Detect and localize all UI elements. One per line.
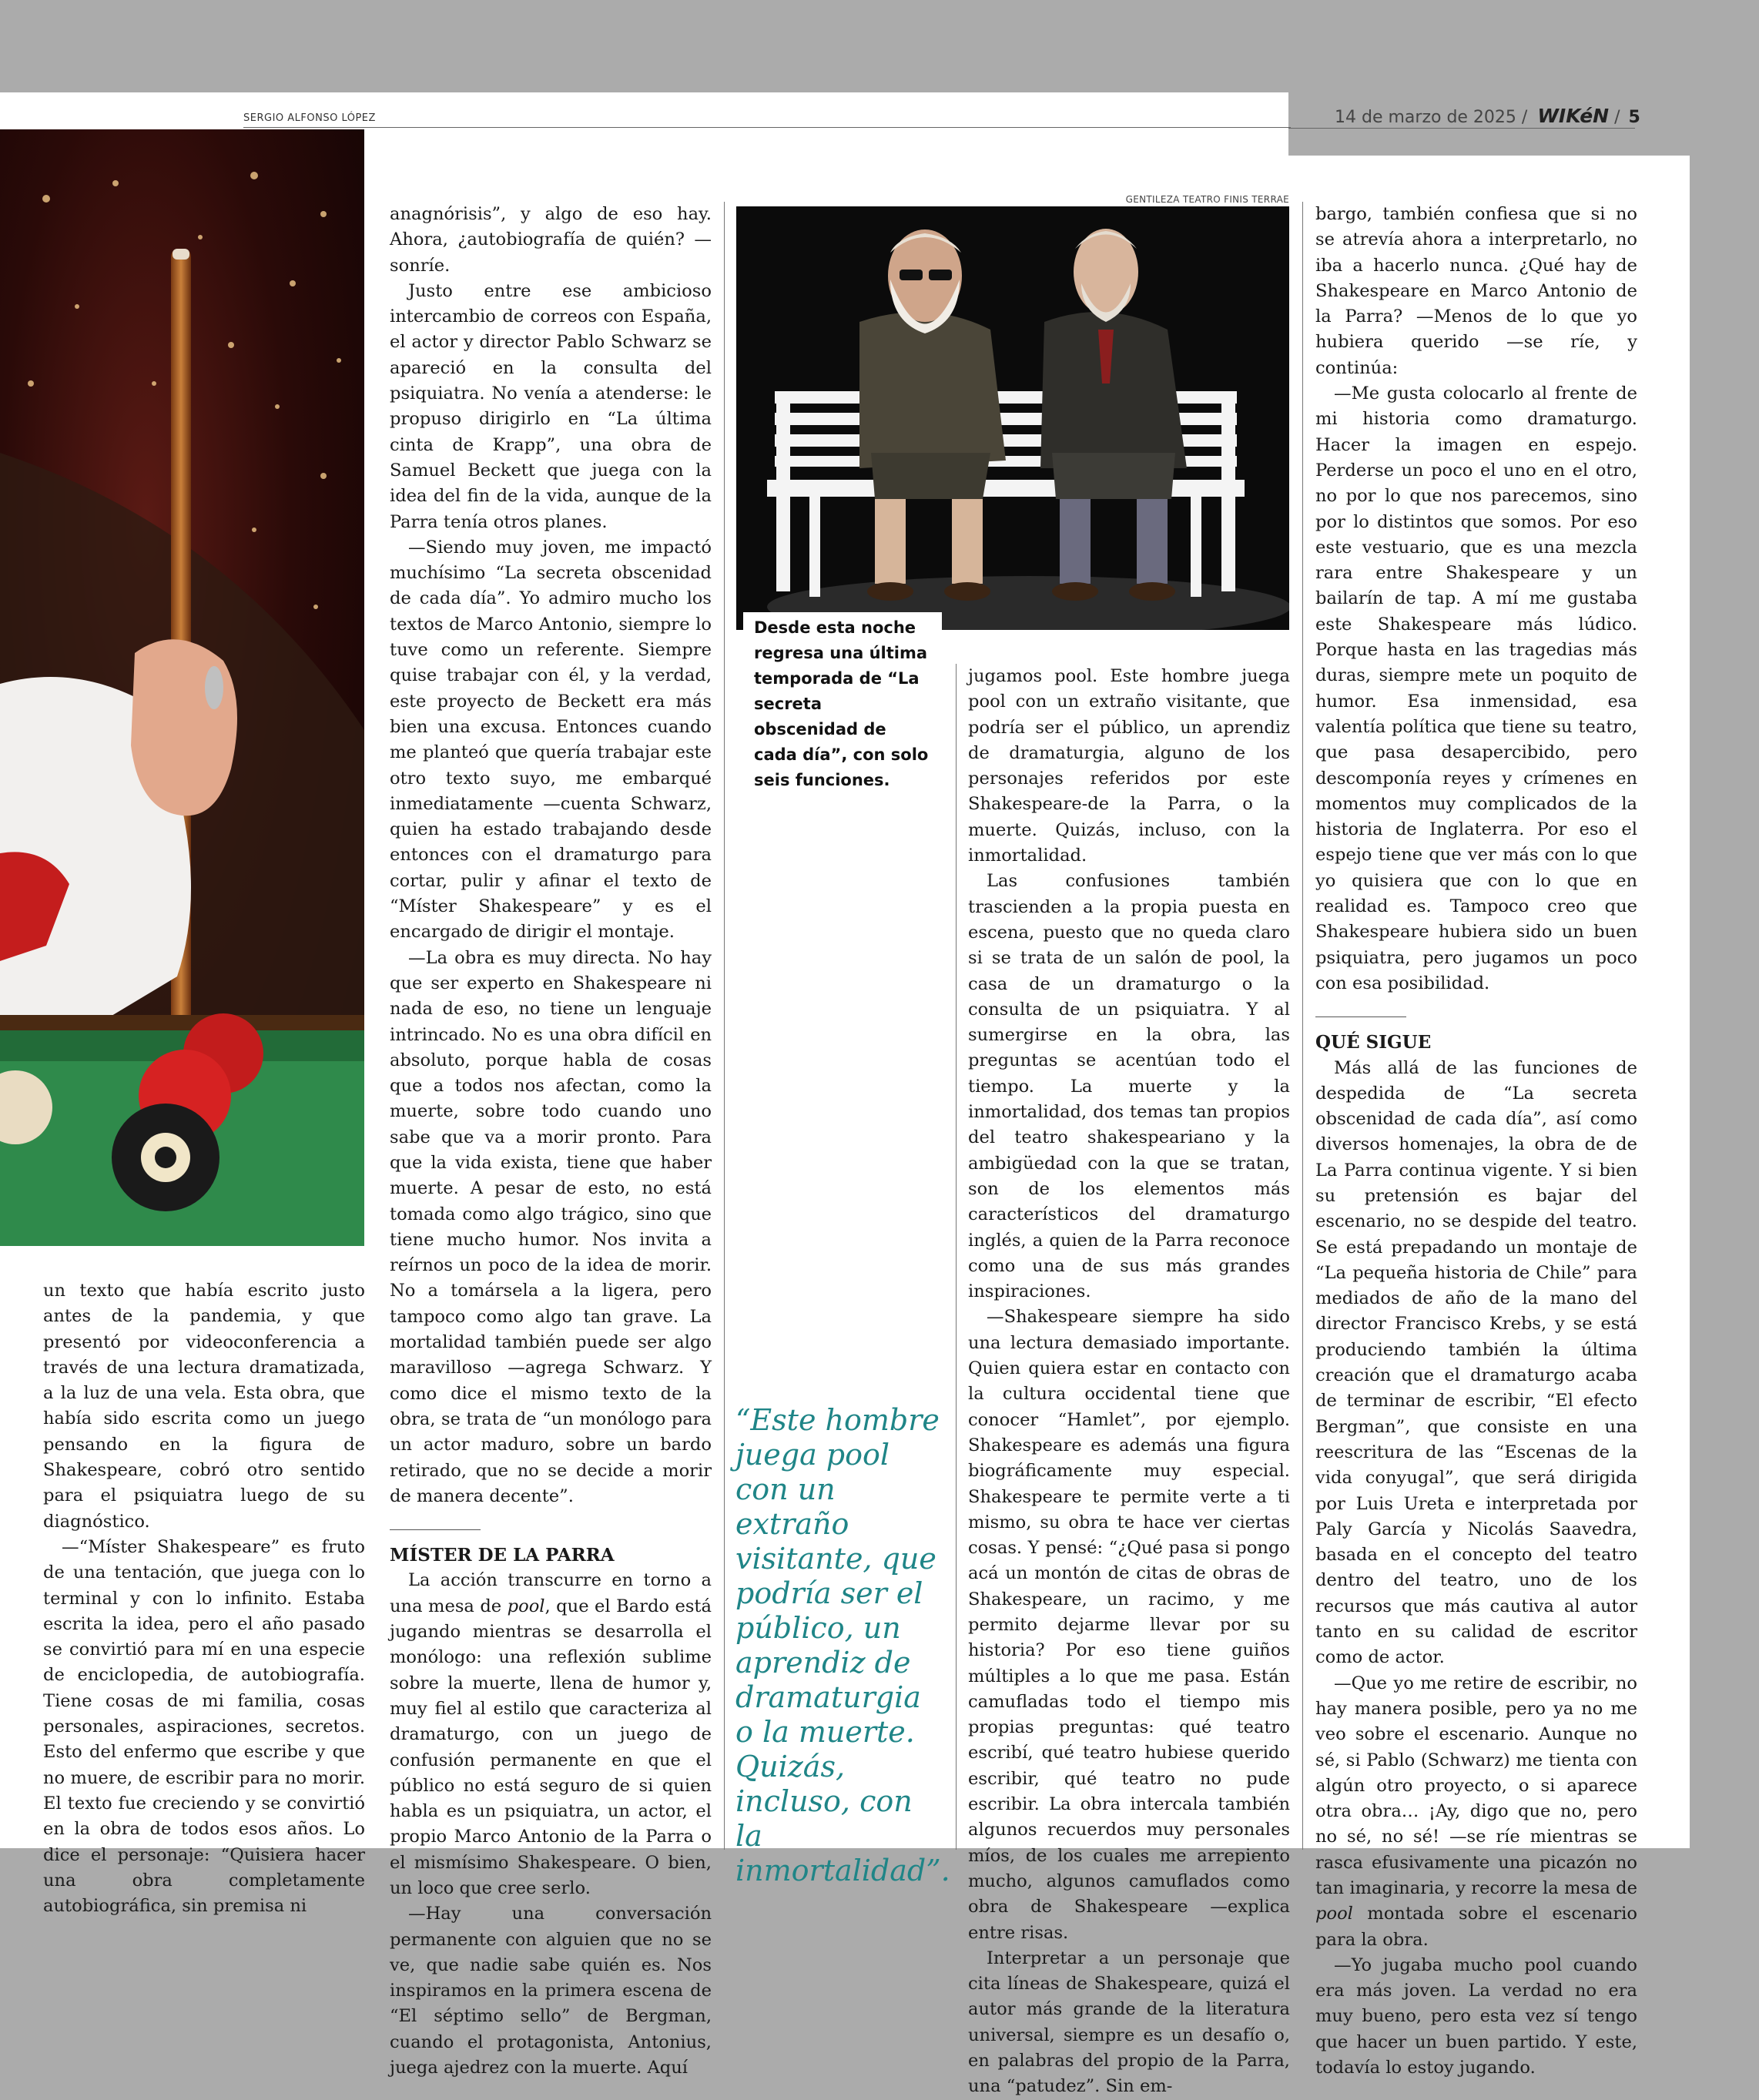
column-rule (1302, 202, 1303, 1850)
section-rule (390, 1529, 481, 1530)
paragraph: —Yo jugaba mucho pool cuando era más joven. La verdad no era muy bueno, pero esta vez sí tengo que hacer un buen partido. Y este, todavía lo estoy jugando. (1315, 1954, 1637, 2078)
article-column-1 (43, 1278, 365, 1919)
brand-logo: WIKéN (1537, 105, 1610, 127)
paragraph: Interpretar a un personaje que cita líneas de Shakespeare, quizá el autor más grande de la literatura universal, siempre es un desafío o, en palabras del propio de la Parra, una “patudez”. Sin em- (968, 1948, 1290, 2097)
page-separator: / (1614, 108, 1620, 127)
text-run: —Que yo me retire de escribir, no hay manera posible, pero ya no me veo sobre el escenario. Aunque no sé, si Pablo (Schwarz) me tienta con algún otro proyecto, o si aparece otra obra… ¡Ay, digo que no, pero no sé, no sé! —se ríe mientras se rasca efusivamente una picazón no tan imaginaria, y recorre la mesa de (1315, 1673, 1637, 1898)
paragraph: —Me gusta colocarlo al frente de mi historia como dramaturgo. Hacer la imagen en espejo. Perderse un poco el uno en el otro, no por lo que nos parecemos, sino por lo distintos que somos. Por eso este vestuario, que es una mezcla rara entre Shakespeare y un bailarín de tap. A mí me gustaba este Shakespeare más lúdico. Porque hasta en las tragedias más duras, siempre mete un poquito de humor. Esa inmensidad, esa valentía política que tiene su teatro, que pasa desapercibido, pero descomponía reyes y crímenes en momentos muy complicados de la historia de Inglaterra. Por eso el espejo tiene que ver más con lo que yo quisiera que con lo que en realidad es. Tampoco creo que Shakespeare hubiera sido un buen psiquiatra, pero jugamos un poco con esa posibilidad. (1315, 383, 1637, 993)
article-column-2 (390, 202, 712, 2081)
pull-quote: “Este hombre juega pool con un extraño visitante, que podría ser el público, un aprendiz de dramaturgia o la muerte. Quizás, incluso, con la inmortalidad”. (735, 1403, 950, 1887)
paragraph: —Siendo muy joven, me impactó muchísimo “La secreta obscenidad de cada día”. Yo admiro mucho los textos de Marco Antonio, siempre lo tuve como un referente. Siempre quise trabajar con él, y la verdad, este proyecto de Beckett era más bien una excusa. Entonces cuando me planteó que quería trabajar este otro texto suyo, me embarqué inmediatamente —cuenta Schwarz, quien ha estado trabajando desde entonces con el dramaturgo para cortar, pulir y afinar el texto de “Míster Shakespeare” y es el encargado de dirigir el montaje. (390, 537, 712, 943)
stage-photo (736, 206, 1289, 630)
section-heading: QUÉ SIGUE (1315, 1032, 1432, 1053)
paragraph: bargo, también confiesa que si no se atrevía ahora a interpretarlo, no iba a hacerlo nunca. ¿Qué hay de Shakespeare en Marco Antonio de la Parra? —Menos de lo que yo hubiera querido —se ríe, y continúa: (1315, 204, 1637, 378)
text-run: , que el Bardo está jugando mientras se desarrolla el monólogo: una reflexión sublime sobre la muerte, llena de humor y, muy fiel al estilo que caracteriza al dramaturgo, con un juego de confusión permanente en que el público no está seguro de si quien habla es un psiquiatra, un actor, el propio Marco Antonio de la Parra o el mismísimo Shakespeare. O bien, un loco que cree serlo. (390, 1596, 712, 1898)
column-rule (724, 202, 725, 1850)
billiard-photo (0, 129, 364, 1246)
column-rule (956, 664, 957, 1850)
paragraph (390, 1568, 712, 1901)
paragraph: Más allá de las funciones de despedida de “La secreta obscenidad de cada día”, así como diversos homenajes, la obra de de La Parra continua vigente. Y si bien su pretensión es bajar del escenario, no se despide del teatro. Se está prepadando un montaje de “La pequeña historia de Chile” para mediados de año de la mano del director Francisco Krebs, y se está produciendo también la última creación que el dramaturgo acaba de terminar de escribir, “El efecto Bergman”, que consiste en una reescritura de las “Escenas de la vida conyugal”, que será dirigida por Luis Ureta e interpretada por Paly García y Nicolás Saavedra, basada en el concepto del teatro dentro del teatro, uno de los recursos que más cautiva al autor tanto en su calidad de escritor como de actor. (1315, 1057, 1637, 1668)
paragraph: —Hay una conversación permanente con alguien que no se ve, que nadie sabe quién es. Nos inspiramos en la primera escena de “El séptimo sello” de Bergman, cuando el protagonista, Antonius, juega ajedrez con la muerte. Aquí (390, 1904, 712, 2078)
photo-caption: Desde esta noche regresa una última temporada de “La secreta obscenidad de cada día”, con solo seis funciones. (743, 612, 942, 801)
text-run: montada sobre el escenario para la obra. (1315, 1904, 1637, 1950)
italic-term: pool (507, 1596, 545, 1616)
article-column-3 (968, 664, 1290, 2100)
paragraph: Las confusiones también trascienden a la propia puesta en escena, puesto que no queda claro si se trata de un salón de pool, la casa de un dramaturgo o la consulta de un psiquiatra. Y al sumergirse en la obra, las preguntas se acentúan todo el tiempo. La muerte y la inmortalidad, dos temas tan propios del teatro shakespeariano y la ambigüedad con la que se tratan, son de los elementos más característicos del dramaturgo inglés, a quien de la Parra reconoce como una de sus más grandes inspiraciones. (968, 871, 1290, 1302)
paragraph: jugamos pool. Este hombre juega pool con un extraño visitante, que podría ser el público, un aprendiz de dramaturgia, alguno de los personajes referidos por este Shakespeare-de la Parra, o la muerte. Quizás, incluso, con la inmortalidad. (968, 666, 1290, 866)
page-number: 5 (1628, 108, 1640, 127)
paragraph: anagnórisis”, y algo de eso hay. Ahora, ¿autobiografía de quién? —sonríe. (390, 204, 712, 276)
header-rule (243, 127, 1291, 128)
paragraph: —Shakespeare siempre ha sido una lectura demasiado importante. Quien quiera estar en contacto con la cultura occidental tiene que conocer “Hamlet”, por ejemplo. Shakespeare es además una figura biográficamente muy especial. Shakespeare te permite verte a ti mismo, su obra te hace ver ciertas cosas. Y pensé: “¿Qué pasa si pongo acá un montón de citas de obras de Shakespeare, un racimo, y me permito dejarme llevar por su historia? Por eso tiene guiños múltiples a lo que me pasa. Están camufladas todo el tiempo mis propias preguntas: qué teatro escribí, qué teatro hubiese querido escribir, qué teatro no pude escribir. La obra intercala también algunos recuerdos muy personales míos, de los cuales me arrepiento mucho, algunos camuflados como obra de Shakespeare —explica entre risas. (968, 1307, 1290, 1943)
article-column-4 (1315, 202, 1637, 2081)
page-header (1335, 105, 1640, 127)
author-byline: SERGIO ALFONSO LÓPEZ (243, 112, 376, 124)
photo-credit: GENTILEZA TEATRO FINIS TERRAE (1125, 194, 1289, 205)
paragraph: Justo entre ese ambicioso intercambio de correos con España, el actor y director Pablo Schwarz se apareció en la consulta del psiquiatra. No venía a atenderse: le propuso dirigirlo en “La última cinta de Krapp”, una obra de Samuel Beckett que juega con la idea del fin de la vida, aunque de la Parra tenía otros planes. (390, 280, 712, 532)
section-heading: MÍSTER DE LA PARRA (390, 1545, 615, 1566)
italic-term: pool (1315, 1904, 1353, 1924)
paragraph (1315, 1671, 1637, 1953)
header-rule-right (1288, 128, 1635, 129)
paragraph: —“Míster Shakespeare” es fruto de una tentación, que juega con lo terminal y con lo infinito. Estaba escrita la idea, pero el año pasado se convirtió para mí en una especie de enciclopedia, de autobiografía. Tiene cosas de mi familia, cosas personales, aspiraciones, secretos. Esto del enfermo que escribe y que no muere, de escribir para no morir. El texto fue creciendo y se convirtió en la obra de todos esos años. Lo dice el personaje: “Quisiera hacer una obra completamente autobiográfica, sin premisa ni (43, 1536, 365, 1917)
paragraph: —La obra es muy directa. No hay que ser experto en Shakespeare ni nada de eso, no tiene un lenguaje intrincado. No es una obra difícil en absoluto, porque habla de cosas que a todos nos afectan, como la muerte, sobre todo cuando uno sabe que va a morir pronto. Para que la vida exista, tiene que haber muerte. A pesar de esto, no está tomada como algo trágico, sino que tiene mucho humor. Nos invita a reírnos un poco de la idea de morir. No a tomársela a la ligera, pero tampoco como algo tan grave. La mortalidad también puede ser algo maravilloso —agrega Schwarz. Y como dice el mismo texto de la obra, se trata de “un monólogo para un actor maduro, sobre un bardo retirado, que no se decide a morir de manera decente”. (390, 947, 712, 1506)
issue-date: 14 de marzo de 2025 / (1335, 108, 1528, 127)
paragraph: un texto que había escrito justo antes de la pandemia, y que presentó por videoconferencia a través de una lectura dramatizada, a la luz de una vela. Esta obra, que había sido escrita como un juego pensando en la figura de Shakespeare, cobró otro sentido para el psiquiatra luego de su diagnóstico. (43, 1281, 365, 1532)
text-run: La acción transcurre en torno a una mesa de (390, 1570, 712, 1616)
